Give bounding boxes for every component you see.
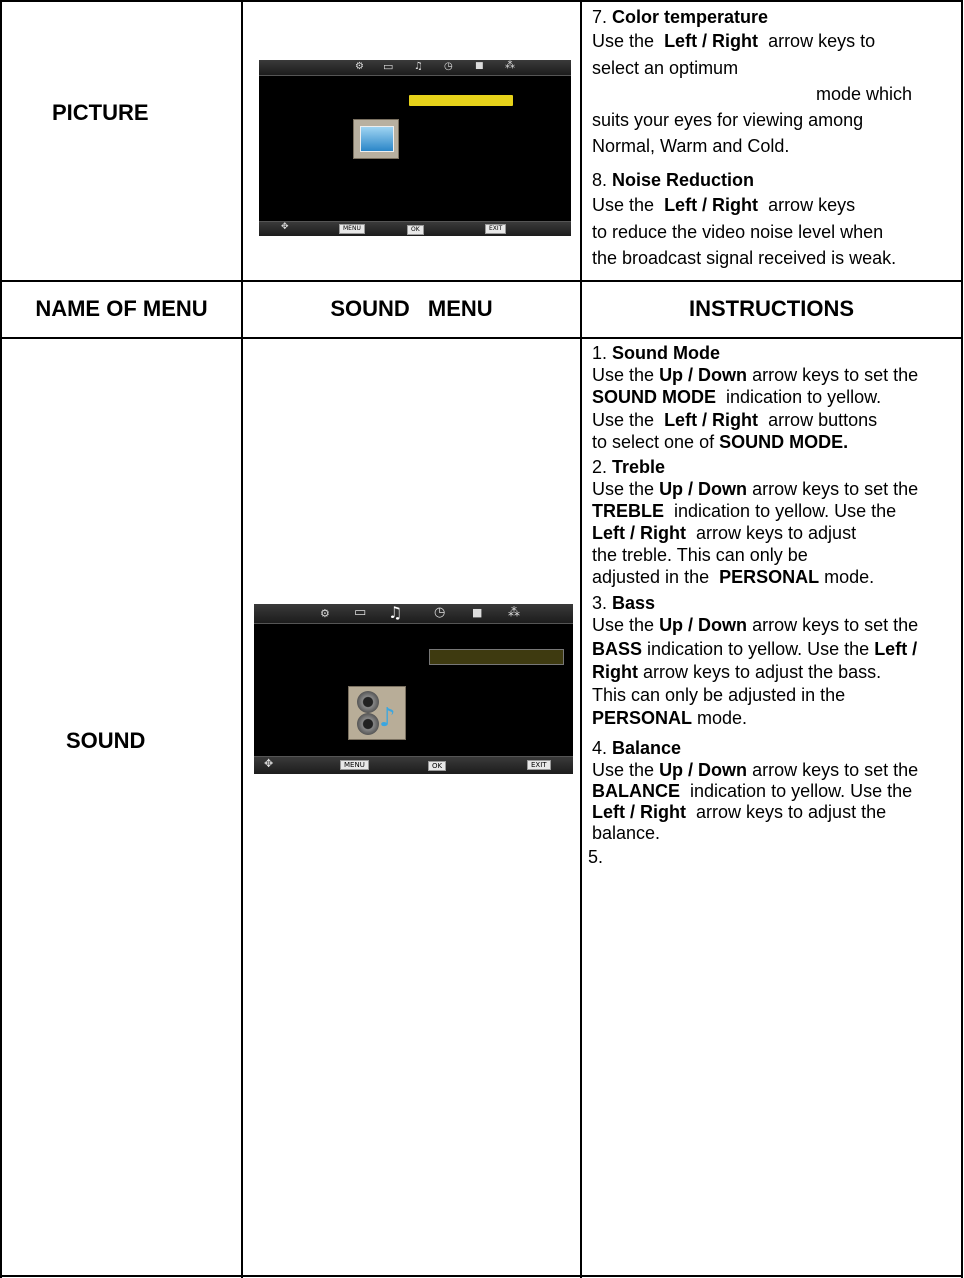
gear-icon: ⚙ xyxy=(355,61,364,72)
sound-menu-screenshot xyxy=(254,604,573,774)
table-border-right xyxy=(961,0,963,1278)
sound-mode-instructions: 1. Sound Mode Use the Up / Down arrow keys to set the SOUND MODE indication to yellow. Use the Left / Right arrow buttons to select one of SOUND MODE. xyxy=(592,343,919,452)
header-sound-menu: SOUND MENU xyxy=(330,296,493,321)
monitor-icon: ▭ xyxy=(383,60,394,73)
table-border-left xyxy=(0,0,2,1278)
lock-icon: ■ xyxy=(472,606,483,619)
sound-menu-label: SOUND xyxy=(66,728,146,753)
picture-thumbnail-icon xyxy=(353,119,399,159)
highlight-bar xyxy=(409,95,513,106)
picture-menu-topbar xyxy=(259,60,571,76)
item-5-number: 5. xyxy=(588,847,604,867)
picture-menu-bottombar xyxy=(259,221,571,236)
monitor-icon: ▭ xyxy=(354,605,367,620)
ok-key: OK xyxy=(407,225,424,235)
ok-key: OK xyxy=(428,761,446,771)
table-border-row1 xyxy=(0,280,963,282)
noise-reduction-instructions: 8. Noise Reduction Use the Left / Right arrow keys to reduce the video noise level when the broadcast signal received is weak. xyxy=(592,170,897,268)
lock-icon: ■ xyxy=(475,61,484,71)
table-border-row2 xyxy=(0,337,963,339)
highlight-bar xyxy=(429,649,564,665)
color-temperature-instructions: 7. Color temperature Use the Left / Right arrow keys to select an optimum mode which suits your eyes for viewing among Normal, Warm and Cold. xyxy=(592,7,913,156)
sound-menu-topbar xyxy=(254,604,573,624)
music-note-icon: ♫ xyxy=(388,603,403,622)
balance-instructions: 4. Balance Use the Up / Down arrow keys to set the BALANCE indication to yellow. Use the Left / Right arrow keys to adjust the balance. xyxy=(592,738,919,843)
table-border-col2 xyxy=(580,0,582,1278)
header-instructions: INSTRUCTIONS xyxy=(689,296,854,321)
table-border-top xyxy=(0,0,963,2)
exit-key: EXIT xyxy=(527,760,551,770)
treble-instructions: 2. Treble Use the Up / Down arrow keys to set the TREBLE indication to yellow. Use the Left / Right arrow keys to adjust the treble. This can only be adjusted in the PERSONAL mode. xyxy=(592,457,919,587)
grid-icon: ⁂ xyxy=(505,60,515,71)
table-border-bottom xyxy=(0,1275,963,1277)
header-name-of-menu: NAME OF MENU xyxy=(35,296,208,321)
navigate-arrows-icon: ✥ xyxy=(281,222,289,232)
menu-key: MENU xyxy=(339,224,365,234)
bass-instructions: 3. Bass Use the Up / Down arrow keys to set the BASS indication to yellow. Use the Left / Right arrow keys to adjust the bass. This can only be adjusted in the PERSONAL mode. xyxy=(592,593,919,728)
clock-icon: ◷ xyxy=(444,61,453,72)
gear-icon: ⚙ xyxy=(320,607,330,620)
clock-icon: ◷ xyxy=(434,605,446,620)
picture-menu-label: PICTURE xyxy=(52,100,149,125)
picture-menu-screenshot xyxy=(259,60,571,236)
sound-menu-bottombar xyxy=(254,756,573,774)
navigate-arrows-icon: ✥ xyxy=(264,757,274,770)
table-border-col1 xyxy=(241,0,243,1278)
speaker-thumbnail-icon: ♪ xyxy=(348,686,406,740)
menu-key: MENU xyxy=(340,760,369,770)
grid-icon: ⁂ xyxy=(508,605,520,619)
exit-key: EXIT xyxy=(485,224,506,234)
music-note-icon: ♫ xyxy=(414,61,423,72)
